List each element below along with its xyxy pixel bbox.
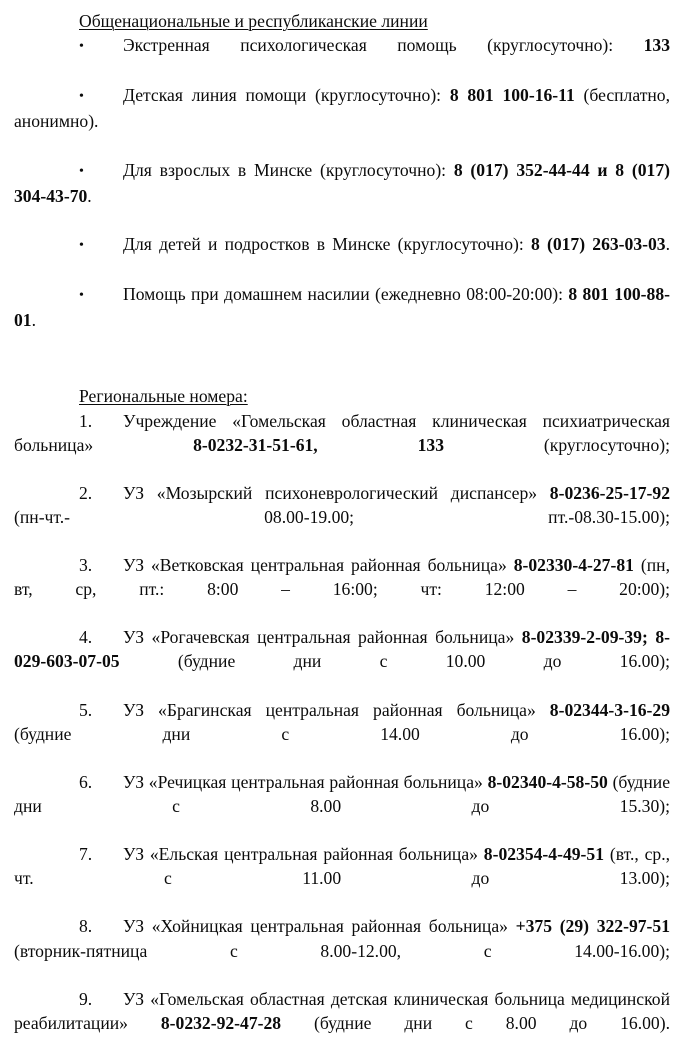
list-marker: • (79, 39, 84, 55)
list-item (14, 232, 670, 282)
list-item-tail: (будние дни с 14.00 до 16.00); (14, 723, 670, 744)
list-marker: 2. (79, 482, 93, 503)
list-item-label: УЗ «Ельская центральная районная больница» (123, 844, 484, 865)
list-item-label: УЗ «Рогачевская центральная районная больница» (123, 627, 522, 648)
phone-number: 8-02339-2-09-39; 8-029-603-07-05 (14, 627, 670, 672)
list-marker: 5. (79, 699, 93, 720)
section-regional (14, 384, 670, 1059)
list-item (14, 158, 670, 232)
list-item (14, 83, 670, 157)
phone-number: 8 801 100-88-01 (14, 284, 670, 331)
phone-number: 8-02354-4-49-51 (483, 844, 604, 865)
list-marker: 6. (79, 771, 93, 792)
list-item-label: УЗ «Гомельская областная детская клиническая больница медицинской реабилитации» (14, 988, 670, 1033)
list-marker: 7. (79, 844, 93, 865)
list-item (14, 625, 670, 697)
phone-number: 8-0232-92-47-28 (160, 1012, 282, 1033)
list-item-tail: (пн-чт.- 08.00-19.00; пт.-08.30-15.00); (14, 506, 670, 527)
list-marker: • (79, 89, 84, 105)
list-item-label: Для взрослых в Минске (круглосуточно): (123, 159, 454, 180)
list-marker: • (79, 237, 84, 253)
list-marker: 8. (79, 916, 93, 937)
section-heading-regional-text: Региональные номера: (79, 386, 248, 407)
list-item-label: Для детей и подростков в Минске (круглосуточно): (123, 233, 531, 254)
phone-number: 8 (017) 263-03-03 (530, 233, 666, 254)
list-item (14, 987, 670, 1059)
list-item-label: Детская линия помощи (круглосуточно): (123, 85, 450, 106)
list-item-label: Учреждение «Гомельская областная клиническая психиатрическая больница» (14, 410, 670, 455)
list-marker: • (79, 288, 84, 304)
list-item-tail: (будние дни с 8.00 до 15.30); (14, 771, 670, 816)
list-item-tail: (будние дни с 8.00 до 16.00). (281, 1012, 670, 1033)
list-item-label: Помощь при домашнем насилии (ежедневно 08:00-20:00): (123, 284, 569, 305)
list-item-label: Экстренная психологическая помощь (круглосуточно): (123, 35, 644, 56)
list-marker: 4. (79, 627, 93, 648)
list-item (14, 914, 670, 986)
phone-number: 8-0232-31-51-61, 133 (193, 434, 444, 455)
list-item (14, 770, 670, 842)
list-item (14, 33, 670, 83)
list-item-label: УЗ «Хойницкая центральная районная больница» (123, 916, 516, 937)
list-item-tail: . (665, 233, 670, 254)
phone-number: 8-02330-4-27-81 (513, 555, 634, 576)
list-item-tail: (вт., ср., чт. с 11.00 до 13.00); (14, 844, 670, 889)
list-item-label: УЗ «Брагинская центральная районная больница» (123, 699, 550, 720)
phone-number: 8 801 100-16-11 (449, 85, 575, 106)
list-item-tail: . (31, 310, 36, 331)
list-item-tail: (пн, вт, ср, пт.: 8:00 – 16:00; чт: 12:00 – 20:00); (14, 555, 670, 600)
section-heading-national (14, 9, 670, 33)
section-spacer (14, 356, 670, 380)
phone-number: 8-02340-4-58-50 (487, 771, 608, 792)
list-item-label: УЗ «Речицкая центральная районная больница» (123, 771, 488, 792)
list-item (14, 481, 670, 553)
list-item-tail: (вторник-пятница с 8.00-12.00, с 14.00-16.00); (14, 940, 670, 961)
list-item-tail: (будние дни с 10.00 до 16.00); (119, 651, 670, 672)
list-item (14, 698, 670, 770)
phone-number: 8 (017) 352-44-44 и 8 (017) 304-43-70 (14, 159, 670, 206)
list-item (14, 842, 670, 914)
list-item (14, 409, 670, 481)
list-marker: 3. (79, 555, 93, 576)
list-item-tail: . (87, 185, 92, 206)
section-national (14, 9, 670, 356)
phone-number: +375 (29) 322-97-51 (515, 916, 670, 937)
phone-number: 133 (643, 35, 670, 56)
list-marker: • (79, 163, 84, 179)
list-item-tail: (круглосуточно); (444, 434, 670, 455)
list-marker: 1. (79, 410, 93, 431)
list-item (14, 282, 670, 356)
list-item-label: УЗ «Мозырский психоневрологический диспансер» (123, 482, 550, 503)
list-marker: 9. (79, 988, 93, 1009)
section-heading-national-text: Общенациональные и республиканские линии (79, 11, 428, 31)
list-item (14, 553, 670, 625)
list-item-tail: (бесплатно, анонимно). (14, 85, 670, 132)
section-heading-regional (14, 384, 670, 408)
phone-number: 8-0236-25-17-92 (549, 482, 670, 503)
list-item-label: УЗ «Ветковская центральная районная больница» (123, 555, 514, 576)
phone-number: 8-02344-3-16-29 (549, 699, 670, 720)
